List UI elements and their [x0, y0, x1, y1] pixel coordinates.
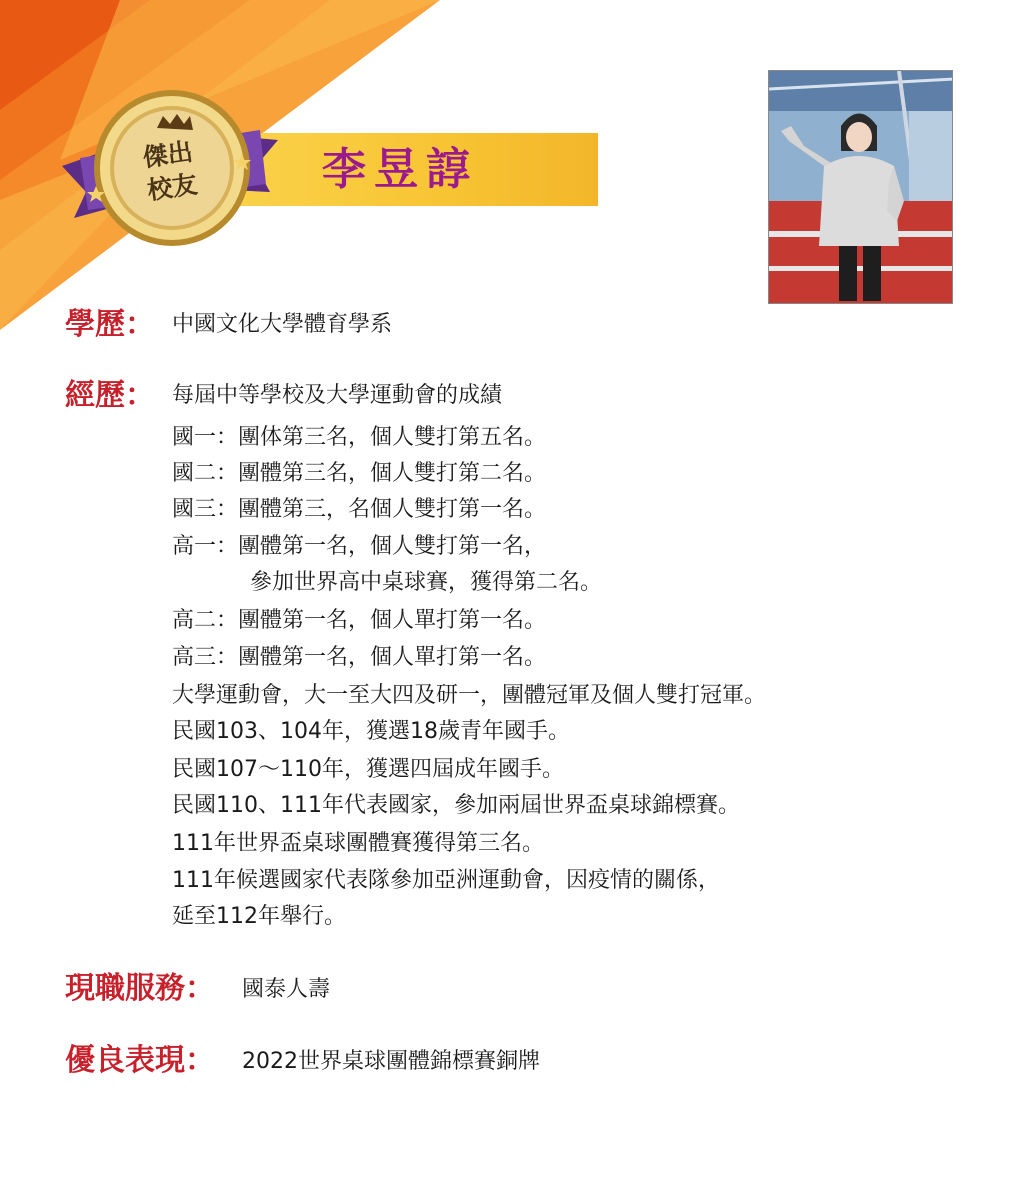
experience-line: 111年候選國家代表隊參加亞洲運動會，因疫情的關係， — [172, 868, 720, 893]
experience-label: 經歷： — [65, 378, 155, 413]
education-label: 學歷： — [65, 307, 155, 342]
experience-line: 111年世界盃桌球團體賽獲得第三名。 — [172, 831, 544, 856]
experience-line: 高一：團體第一名，個人雙打第一名， — [172, 534, 547, 559]
achievement-label: 優良表現： — [65, 1043, 215, 1078]
experience-line: 國二：團體第三名，個人雙打第二名。 — [172, 461, 547, 486]
alumni-photo — [768, 70, 953, 304]
medal-label-line2: 校友 — [145, 169, 200, 206]
current-job-label: 現職服務： — [65, 971, 215, 1006]
experience-line: 民國103、104年，獲選18歲青年國手。 — [172, 719, 570, 744]
alumni-name: 李昱諄 — [322, 144, 478, 195]
experience-line: 高三：團體第一名，個人單打第一名。 — [172, 645, 547, 670]
experience-line: 大學運動會，大一至大四及研一，團體冠軍及個人雙打冠軍。 — [172, 683, 767, 708]
medal-label-line1: 傑出 — [140, 136, 195, 173]
experience-intro: 每屆中等學校及大學運動會的成績 — [172, 383, 503, 408]
experience-line: 民國110、111年代表國家，參加兩屆世界盃桌球錦標賽。 — [172, 793, 740, 818]
achievement-value: 2022世界桌球團體錦標賽銅牌 — [242, 1049, 540, 1074]
experience-line: 延至112年舉行。 — [172, 904, 346, 929]
experience-line: 國一：團体第三名，個人雙打第五名。 — [172, 425, 547, 450]
education-value: 中國文化大學體育學系 — [172, 312, 393, 337]
experience-line: 參加世界高中桌球賽，獲得第二名。 — [250, 570, 603, 595]
experience-line: 高二：團體第一名，個人單打第一名。 — [172, 608, 547, 633]
experience-line: 民國107～110年，獲選四屆成年國手。 — [172, 757, 564, 782]
experience-line: 國三：團體第三，名個人雙打第一名。 — [172, 497, 547, 522]
medal-label — [121, 132, 219, 210]
current-job-value: 國泰人壽 — [242, 977, 331, 1002]
